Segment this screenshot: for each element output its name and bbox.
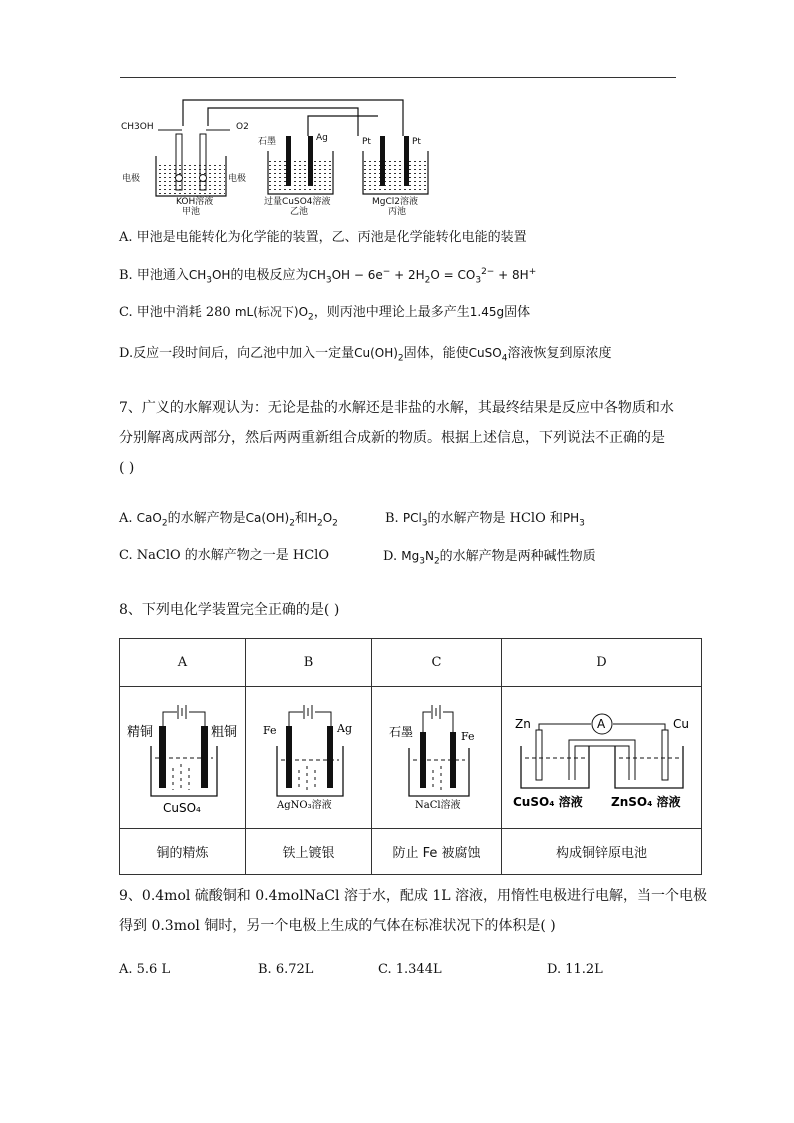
q9-option-d: D. 11.2L — [547, 962, 603, 977]
label-mgcl2: MgCl2溶液 — [372, 197, 418, 207]
q8-diagram-a — [123, 696, 243, 816]
formula-ph3: $PH_3$ — [562, 511, 585, 529]
beaker-b — [268, 136, 333, 194]
q8-diagram-row — [120, 687, 702, 829]
label-ch3oh: CH3OH — [121, 122, 154, 132]
label-pool-b: 乙池 — [290, 207, 309, 217]
q8-caption-a: 铜的精炼 — [120, 829, 246, 875]
q8-a-right-label: 粗铜 — [210, 724, 237, 740]
q6-option-d-prefix: D.反应一段时间后，向乙池中加入一定量 — [119, 346, 355, 361]
q8-b-solution: AgNO₃溶液 — [276, 799, 332, 811]
q8-table — [119, 638, 702, 875]
q6-option-b-mid: 的电极反应为 — [230, 268, 309, 283]
q8-header-c: C — [372, 639, 502, 687]
q9-option-b: B. 6.72L — [258, 962, 314, 977]
q8-d-solution-left: CuSO₄ 溶液 — [512, 794, 583, 809]
q7-option-d-text: 的水解产物是两种碱性物质 — [439, 549, 596, 564]
q6-option-c-suffix: 固体 — [504, 305, 531, 320]
q8-caption-d: 构成铜锌原电池 — [502, 829, 702, 875]
q8-c-solution: NaCl溶液 — [414, 799, 461, 811]
q7-stem-line1: 7、广义的水解观认为：无论是盐的水解还是非盐的水解，其最终结果是反应中各物质和水 — [119, 400, 674, 416]
q8-d-right-label: Cu — [672, 716, 689, 731]
q6-option-c-prefix: C. 甲池中消耗 280 — [119, 305, 235, 320]
q8-a-left-label: 精铜 — [126, 724, 153, 740]
label-electrode-right: 电极 — [228, 174, 247, 184]
label-pt-left: Pt — [362, 137, 371, 147]
q6-option-b — [119, 262, 536, 290]
q7-option-a-and: 和 — [294, 511, 308, 526]
formula-o2: $O_2$ — [298, 305, 314, 323]
q8-stem: 8、下列电化学装置完全正确的是( ) — [119, 602, 340, 618]
q7-stem-line3: ( ) — [119, 460, 135, 476]
q8-cell-b — [246, 687, 372, 829]
q8-diagram-d — [507, 696, 697, 816]
label-koh: KOH溶液 — [176, 197, 214, 207]
formula-h2o2: $H_2O_2$ — [307, 511, 338, 529]
q9-stem-line1: 9、0.4mol 硫酸铜和 0.4molNaCl 溶于水，配成 1L 溶液，用惰性电极进行电解，当一个电极 — [119, 888, 708, 904]
label-cuso4: 过量CuSO4溶液 — [264, 197, 331, 207]
q9-option-a: A. 5.6 L — [119, 962, 171, 977]
q8-caption-c: 防止 Fe 被腐蚀 — [372, 829, 502, 875]
q8-b-right-label: Ag — [336, 721, 352, 735]
equation-anode: $CH_3OH - 6e^- + 2H_2O = CO_3^{2-} + 8H^+$ — [308, 267, 537, 286]
q8-cell-c — [372, 687, 502, 829]
q8-c-right-label: Fe — [460, 729, 475, 743]
wire-inner — [208, 108, 358, 136]
q8-a-solution: CuSO₄ — [162, 800, 201, 815]
formula-cao2: CaO$_2$ — [136, 511, 168, 529]
q8-d-meter: A — [596, 716, 605, 731]
q7-option-d — [383, 546, 596, 571]
q7-stem-line2: 分别解离成两部分，然后两两重新组合成新的物质。根据上述信息，下列说法不正确的是 — [119, 430, 665, 446]
q8-cell-d — [502, 687, 702, 829]
q9-option-c: C. 1.344L — [378, 962, 442, 977]
q7-option-a-label: A. — [119, 511, 133, 526]
q7-option-b-label: B. — [385, 511, 399, 526]
q7-option-b — [385, 508, 585, 533]
formula-cuoh2: $Cu(OH)_2$ — [354, 346, 404, 364]
q6-option-b-prefix: B. 甲池通入 — [119, 268, 189, 283]
label-pt-right: Pt — [412, 137, 421, 147]
q6-option-c-mass: 1.45g — [469, 305, 505, 319]
q8-d-solution-right: ZnSO₄ 溶液 — [610, 794, 681, 809]
beaker-a — [156, 130, 230, 196]
q8-diagram-c — [377, 696, 497, 816]
q7-option-a — [119, 508, 338, 533]
q8-diagram-b — [249, 696, 369, 816]
q8-header-row — [120, 639, 702, 687]
q8-caption-row — [120, 829, 702, 875]
q6-option-c-unit: mL(标况下) — [234, 305, 299, 319]
wire-outer — [183, 100, 403, 136]
q8-d-left-label: Zn — [514, 716, 531, 731]
q8-c-left-label: 石墨 — [388, 724, 413, 739]
q9-stem-line2: 得到 0.3mol 铜时，另一个电极上生成的气体在标准状况下的体积是( ) — [119, 918, 556, 934]
label-pool-a: 甲池 — [182, 207, 201, 217]
q8-header-b: B — [246, 639, 372, 687]
label-electrode-left: 电极 — [122, 174, 141, 184]
formula-pcl3: PCl$_3$ — [402, 511, 428, 529]
q7-option-d-label: D. — [383, 549, 398, 564]
q8-header-d: D — [502, 639, 702, 687]
formula-cuso4: CuSO$_4$ — [468, 346, 508, 364]
label-pool-c: 丙池 — [388, 207, 407, 217]
q8-b-left-label: Fe — [262, 723, 277, 737]
q6-option-d-suffix: 溶液恢复到原浓度 — [507, 346, 612, 361]
q8-header-a: A — [120, 639, 246, 687]
header-rule — [120, 77, 676, 78]
q6-option-d — [119, 343, 611, 368]
q7-option-a-text: 的水解产物是 — [167, 511, 246, 526]
formula-ch3oh: $CH_3OH$ — [188, 268, 231, 286]
q7-option-c: C. NaClO 的水解产物之一是 HClO — [119, 548, 329, 563]
q6-electrochem-diagram — [118, 96, 448, 218]
q6-option-a: A. 甲池是电能转化为化学能的装置，乙、丙池是化学能转化电能的装置 — [119, 230, 527, 245]
q8-cell-a — [120, 687, 246, 829]
label-o2: O2 — [236, 122, 249, 132]
formula-mg3n2: $Mg_3N_2$ — [401, 549, 440, 567]
label-ag: Ag — [316, 133, 328, 143]
formula-caoh2: $Ca(OH)_2$ — [245, 511, 295, 529]
q6-option-c — [119, 302, 530, 327]
q6-option-d-mid: 固体，能使 — [403, 346, 469, 361]
label-graphite: 石墨 — [258, 137, 277, 147]
q6-option-c-mid: ，则丙池中理论上最多产生 — [313, 305, 470, 320]
q8-caption-b: 铁上镀银 — [246, 829, 372, 875]
q7-option-b-text: 的水解产物是 HClO 和 — [427, 511, 563, 526]
